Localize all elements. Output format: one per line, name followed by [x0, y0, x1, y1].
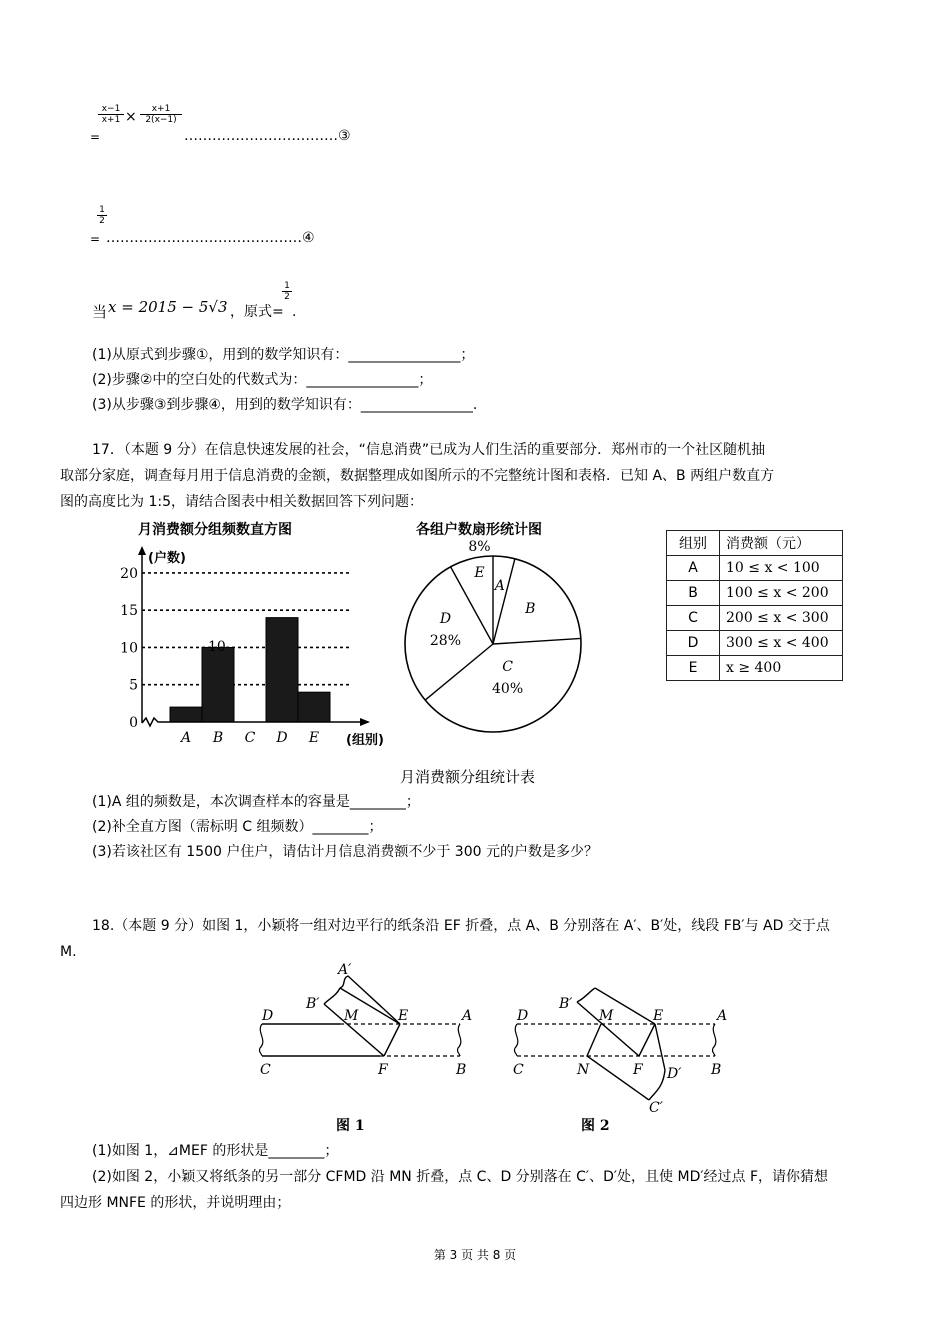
q17-sub1: (1)A 组的频数是，本次调查样本的容量是________； [92, 794, 420, 810]
histogram-x-tick: E [308, 730, 320, 746]
q18-intro-line2: M. [60, 944, 77, 960]
q18-sub2 [60, 1164, 900, 1216]
pie-slice-percent: 8% [468, 539, 491, 556]
q18-sub2-line1: (2)如图 2，小颖又将纸条的另一部分 CFMD 沿 MN 折叠，点 C、D 分别落在 C′、D′处，且使 MD′经过点 F，请你猜想 [92, 1169, 829, 1185]
table-row [667, 631, 843, 656]
q17-intro-line1: 17．（本题 9 分）在信息快速发展的社会，“信息消费”已成为人们生活的重要部分．郑州市的一个社区随机抽 [92, 442, 766, 458]
table-cell-group: E [667, 656, 720, 681]
table-row [667, 606, 843, 631]
pie-slice-label: A [494, 577, 505, 594]
page-footer: 第 3 页 共 8 页 [433, 1248, 517, 1262]
table-row [667, 656, 843, 681]
fig1-label-B: B [456, 1062, 467, 1078]
consumption-table [666, 530, 843, 681]
conclusion-when: 当 [92, 303, 108, 321]
fig2-label-F: F [633, 1062, 643, 1078]
histogram-data-label: 10 [208, 639, 226, 655]
pie-slice-label: D [439, 610, 452, 627]
histogram-grid [142, 573, 350, 685]
histogram-y-arrow [138, 546, 146, 555]
q17-intro [60, 437, 900, 515]
pie-slice-label: B [525, 601, 536, 618]
fig2-label-Bp: B′ [559, 996, 573, 1012]
fig2-label-A: A [717, 1008, 728, 1024]
fig1-right-break [457, 1024, 460, 1056]
figure-2 [505, 960, 735, 1140]
fig1-label-F: F [378, 1062, 388, 1078]
q16-sub1: (1)从原式到步骤①，用到的数学知识有：________________； [92, 347, 475, 363]
table-header-row [667, 531, 843, 556]
fig1-caption: 图 1 [336, 1118, 365, 1134]
table-cell-group: D [667, 631, 720, 656]
histogram-bar [298, 692, 330, 722]
pie-slice-label: C [502, 658, 513, 675]
histogram-bars [170, 618, 330, 722]
histogram-x-tick: B [212, 730, 224, 746]
histogram-y-tick: 10 [120, 640, 138, 657]
histogram-ylabel: (户数) [148, 551, 186, 566]
histogram-x-tick: A [180, 730, 192, 746]
histogram-y-tick: 15 [120, 603, 138, 620]
fig2-label-M: M [599, 1008, 614, 1024]
fig1-label-E: E [398, 1008, 409, 1024]
fig2-upper-fold [577, 988, 655, 1056]
histogram-x-tick: D [276, 730, 288, 746]
fig1-left-break [259, 1024, 262, 1056]
q16-sub2: (2)步骤②中的空白处的代数式为：________________； [92, 372, 433, 388]
histogram-title: 月消费额分组频数直方图 [138, 522, 292, 538]
step3-equals: = [90, 130, 101, 144]
histogram-xlabel: (组别) [346, 733, 384, 748]
q18-sub2-line2: 四边形 MNFE 的形状，并说明理由； [60, 1195, 291, 1211]
table-cell-group: C [667, 606, 720, 631]
histogram-y-ticks [120, 566, 138, 731]
table-cell-range: x ≥ 400 [720, 656, 843, 681]
table-header-amount: 消费额（元） [720, 531, 843, 556]
histogram-x-ticks [179, 730, 319, 746]
pie-slice-label: E [474, 565, 485, 582]
fig2-left-break [514, 1024, 517, 1056]
fig2-label-D: D [517, 1008, 529, 1024]
q17-intro-line2: 取部分家庭，调查每月用于信息消费的金额，数据整理成如图所示的不完整统计图和表格．已知 A、B 两组户数直方 [60, 468, 775, 484]
histogram-bar [202, 647, 234, 722]
table-row [667, 556, 843, 581]
fig2-label-N: N [577, 1062, 590, 1078]
q18-intro [60, 913, 900, 965]
step4-numerator: 1 [99, 205, 105, 215]
step3-fraction-1 [98, 104, 124, 125]
histogram-y-tick: 5 [129, 677, 138, 694]
fig1-folded-strip [324, 988, 400, 1056]
step3-frac1-denominator: x+1 [98, 114, 124, 125]
step3-times: × [125, 109, 137, 125]
fig2-label-E: E [653, 1008, 664, 1024]
fig2-lower-fold [587, 1024, 665, 1100]
fig1-label-A: A [462, 1008, 473, 1024]
table-cell-group: A [667, 556, 720, 581]
histogram-y-tick: 0 [129, 715, 138, 731]
fig1-label-D: D [262, 1008, 274, 1024]
table-header-group: 组别 [667, 531, 720, 556]
fig2-label-Dp: D′ [667, 1066, 682, 1082]
histogram-x-arrow [360, 718, 370, 726]
table-cell-range: 200 ≤ x < 300 [720, 606, 843, 631]
step4-equals: = [90, 232, 101, 246]
step3-fraction-2 [140, 104, 182, 125]
table-cell-range: 10 ≤ x < 100 [720, 556, 843, 581]
pie-title: 各组户数扇形统计图 [416, 522, 542, 538]
fig1-label-C: C [260, 1062, 271, 1078]
conclusion-denominator: 2 [282, 291, 292, 302]
fig2-label-Cp: C′ [649, 1100, 663, 1116]
fig2-label-C: C [513, 1062, 524, 1078]
q17-table-caption: 月消费额分组统计表 [400, 768, 536, 786]
q17-sub2: (2)补全直方图（需标明 C 组频数）________； [92, 819, 383, 835]
conclusion-end: . [292, 304, 297, 320]
histogram-y-tick: 20 [120, 565, 138, 582]
table-cell-range: 300 ≤ x < 400 [720, 631, 843, 656]
conclusion-expression: x = 2015 − 5√3 [108, 298, 228, 316]
conclusion-fraction [282, 281, 292, 302]
fig2-label-B: B [711, 1062, 722, 1078]
q18-intro-line1: 18.（本题 9 分）如图 1，小颖将一组对边平行的纸条沿 EF 折叠，点 A、B 分别落在 A′、B′处，线段 FB′与 AD 交于点 [92, 918, 830, 934]
q17-sub3: (3)若该社区有 1500 户住户，请估计月信息消费额不少于 300 元的户数是多少？ [92, 844, 598, 860]
q16-sub3: (3)从步骤③到步骤④，用到的数学知识有：________________. [92, 397, 478, 413]
fig1-label-Bp: B′ [306, 996, 320, 1012]
step4-dots: ……………………………………④ [106, 230, 315, 246]
step3-frac2-numerator: x+1 [151, 104, 171, 114]
table-row [667, 581, 843, 606]
histogram-chart [110, 518, 400, 748]
table-cell-range: 100 ≤ x < 200 [720, 581, 843, 606]
pie-slice-percent: 40% [492, 680, 524, 697]
figure-1 [250, 960, 480, 1140]
pie-slice-percent: 28% [429, 632, 462, 649]
step4-denominator: 2 [97, 215, 107, 226]
histogram-bar [266, 618, 298, 722]
conclusion-numerator: 1 [284, 281, 290, 291]
histogram-bar [170, 707, 202, 722]
step3-dots: ……………………………③ [184, 128, 351, 144]
fig2-right-break [712, 1024, 715, 1056]
table-cell-group: B [667, 581, 720, 606]
conclusion-mid: ，原式= [230, 304, 284, 320]
q17-intro-line3: 图的高度比为 1:5，请结合图表中相关数据回答下列问题： [60, 494, 423, 510]
fig1-label-M: M [344, 1008, 359, 1024]
q18-sub1: (1)如图 1，⊿MEF 的形状是________； [92, 1143, 339, 1159]
step3-frac1-numerator: x−1 [101, 104, 121, 114]
fig1-label-Ap: A′ [338, 962, 352, 978]
step3-frac2-denominator: 2(x−1) [140, 114, 182, 125]
pie-chart [400, 518, 600, 738]
step4-fraction [97, 205, 107, 226]
histogram-x-tick: C [244, 730, 256, 746]
fig2-caption: 图 2 [581, 1118, 610, 1134]
